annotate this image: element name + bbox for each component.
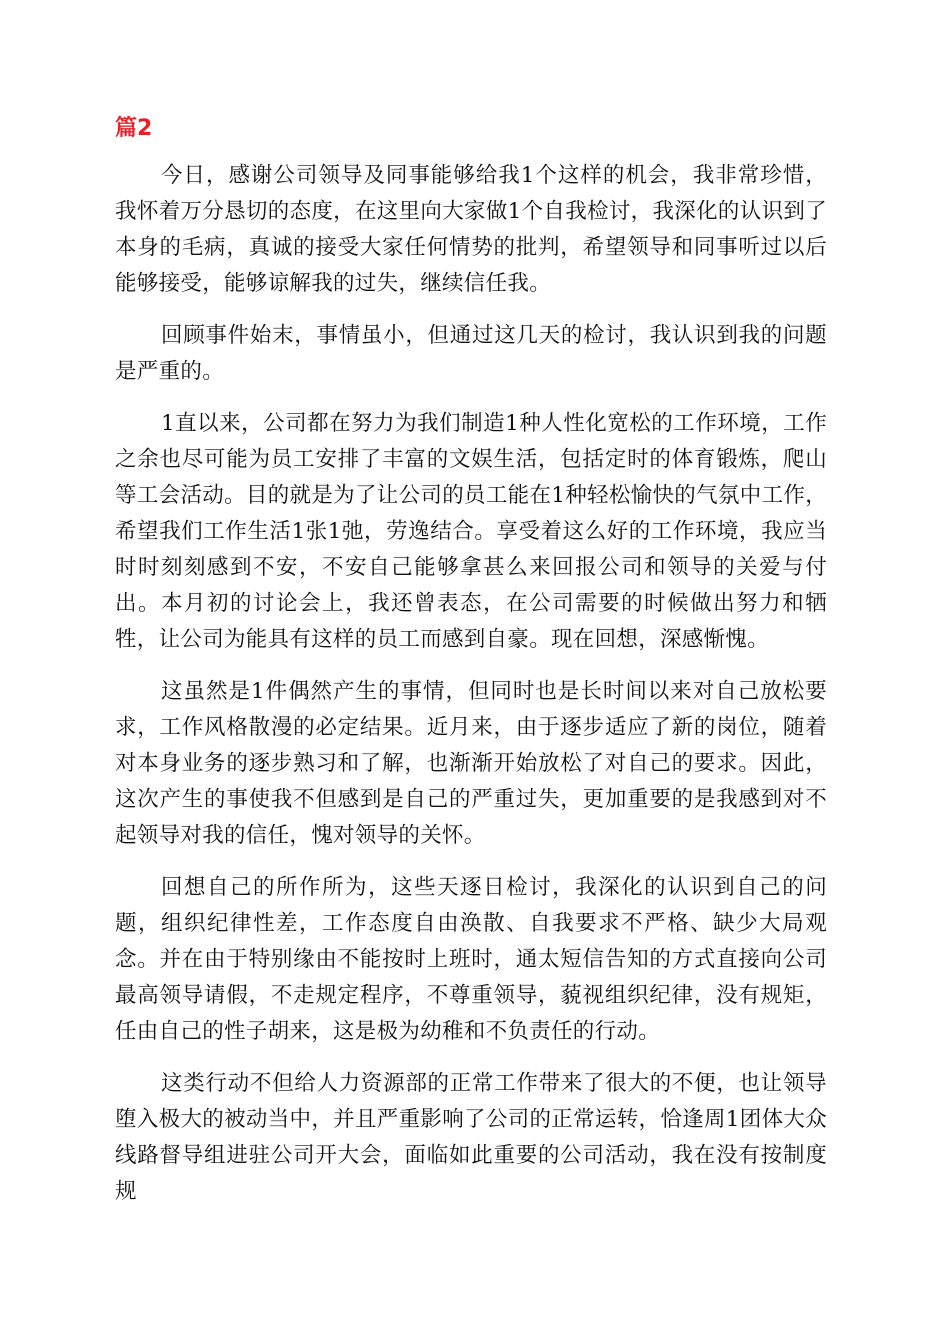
paragraph-4: 这虽然是1件偶然产生的事情，但同时也是长时间以来对自己放松要求，工作风格散漫的必定结果。近月来，由于逐步适应了新的岗位，随着对本身业务的逐步熟习和了解，也渐渐开始放松了对自己的要求。因此，这次产生的事使我不但感到是自己的严重过失，更加重要的是我感到对不起领导对我的信任，愧对领导的关怀。	[115, 679, 827, 848]
paragraph-2: 回顾事件始末，事情虽小，但通过这几天的检讨，我认识到我的问题是严重的。	[115, 323, 827, 384]
paragraph-1: 今日，感谢公司领导及同事能够给我1个这样的机会，我非常珍惜，我怀着万分恳切的态度，在这里向大家做1个自我检讨，我深化的认识到了本身的毛病，真诚的接受大家任何情势的批判，希望领导和同事听过以后能够接受，能够谅解我的过失，继续信任我。	[115, 163, 827, 296]
paragraph-3: 1直以来，公司都在努力为我们制造1种人性化宽松的工作环境，工作之余也尽可能为员工安排了丰富的文娱生活，包括定时的体育锻炼，爬山等工会活动。目的就是为了让公司的员工能在1种轻松愉快的气氛中工作，希望我们工作生活1张1弛，劳逸结合。享受着这么好的工作环境，我应当时时刻刻感到不安，不安自己能够拿甚么来回报公司和领导的关爱与付出。本月初的讨论会上，我还曾表态，在公司需要的时候做出努力和牺牲，让公司为能具有这样的员工而感到自豪。现在回想，深感惭愧。	[115, 411, 827, 652]
paragraph-6: 这类行动不但给人力资源部的正常工作带来了很大的不便，也让领导堕入极大的被动当中，并且严重影响了公司的正常运转，恰逢周1团体大众线路督导组进驻公司开大会，面临如此重要的公司活动，我在没有按制度规	[115, 1071, 827, 1204]
paragraph-5: 回想自己的所作所为，这些天逐日检讨，我深化的认识到自己的问题，组织纪律性差，工作态度自由涣散、自我要求不严格、缺少大局观念。并在由于特别缘由不能按时上班时，通太短信告知的方式直接向公司最高领导请假，不走规定程序，不尊重领导，藐视组织纪律，没有规矩，任由自己的性子胡来，这是极为幼稚和不负责任的行动。	[115, 875, 827, 1044]
section-heading: 篇2	[115, 116, 153, 141]
document-body	[115, 158, 827, 1226]
